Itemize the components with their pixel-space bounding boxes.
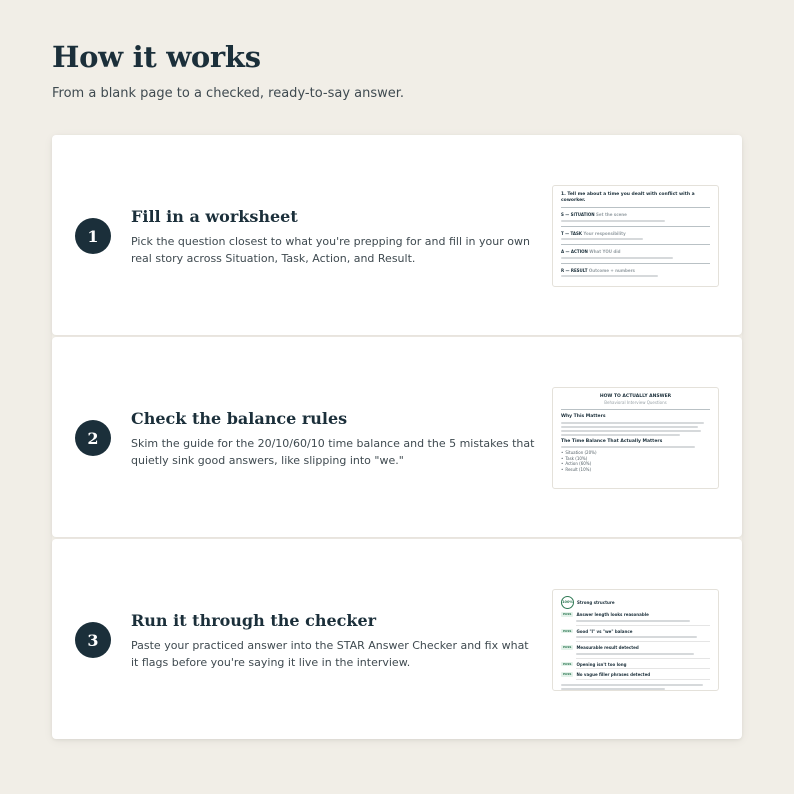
preview-field-hint: Set the scene (596, 212, 627, 217)
check-label: Opening isn't too long (576, 661, 627, 667)
preview-bullet: • Action (60%) (561, 461, 710, 467)
preview-subheading: Behavioral Interview Questions (604, 399, 667, 405)
preview-divider (561, 263, 710, 264)
pass-tag: PASS (563, 645, 572, 649)
preview-divider (561, 244, 710, 245)
preview-field-label: A — ACTION (561, 249, 588, 254)
step-number-badge: 2 (75, 420, 111, 456)
preview-field-label: R — RESULT (561, 267, 588, 273)
check-item (561, 662, 710, 670)
preview-bullet: • Result (10%) (561, 467, 710, 473)
pass-tag: PASS (563, 612, 572, 616)
step-number-badge: 3 (75, 622, 111, 658)
step-text (131, 409, 536, 469)
step-description: Pick the question closest to what you're prepping for and fill in your own real story across Situation, Task, Action, and Result. (131, 235, 530, 265)
page-subtitle: From a blank page to a checked, ready-to-say answer. (52, 86, 405, 101)
worksheet-preview-image (552, 185, 719, 287)
preview-text-line (561, 446, 695, 448)
preview-text-line (561, 238, 643, 240)
step-title: Run it through the checker (131, 611, 377, 630)
preview-text-line (561, 688, 665, 690)
pass-tag: PASS (563, 628, 572, 633)
score-ring: 100% (561, 596, 574, 609)
step-text (131, 611, 536, 671)
preview-heading: 1. Tell me about a time you dealt with conflict with a coworker. (561, 192, 695, 203)
preview-divider (561, 409, 710, 410)
check-label: Answer length looks reasonable (576, 612, 649, 617)
preview-section-title: Why This Matters (561, 414, 606, 419)
check-label: Good "I" vs "we" balance (576, 628, 633, 634)
preview-bullet: • Situation (20%) (561, 450, 710, 456)
check-item (561, 612, 710, 626)
preview-text-line (561, 430, 701, 432)
step-title: Check the balance rules (131, 409, 348, 428)
check-item (561, 645, 710, 659)
pass-tag: PASS (563, 672, 572, 676)
preview-field-hint: What YOU did (589, 249, 621, 254)
preview-text-line (576, 636, 696, 638)
preview-field-label: T — TASK (561, 230, 583, 236)
check-item (561, 672, 710, 680)
step-description: Skim the guide for the 20/10/60/10 time balance and the 5 mistakes that quietly sink good answers, like slipping into "we." (131, 437, 535, 467)
step-title: Fill in a worksheet (131, 207, 298, 226)
preview-text-line (561, 422, 704, 424)
page-title: How it works (52, 40, 261, 74)
page-header (52, 40, 404, 101)
preview-field (561, 249, 710, 255)
step-number-badge: 1 (75, 218, 111, 254)
step-card-1 (52, 135, 742, 335)
preview-text-line (561, 275, 658, 277)
preview-section-title: The Time Balance That Actually Matters (561, 438, 663, 444)
preview-field (561, 268, 710, 274)
preview-field (561, 231, 710, 237)
preview-text-line (561, 220, 665, 222)
preview-field-hint: Your responsibility (583, 230, 626, 236)
step-description: Paste your practiced answer into the STAR Answer Checker and fix what it flags before you're saying it live in the interview. (131, 639, 529, 669)
score-verdict: Strong structure (577, 599, 615, 605)
preview-text-line (576, 653, 694, 655)
guide-preview-image (552, 387, 719, 489)
step-text (131, 207, 536, 267)
step-card-2 (52, 337, 742, 537)
preview-score (561, 596, 710, 609)
preview-heading: HOW TO ACTUALLY ANSWER (599, 394, 672, 399)
preview-text-line (561, 684, 703, 686)
preview-text-line (561, 434, 680, 436)
preview-field-hint: Outcome + numbers (588, 267, 635, 273)
preview-divider (561, 226, 710, 227)
preview-text-line (576, 620, 690, 622)
preview-field-label: S — SITUATION (561, 212, 595, 217)
check-label: No vague filler phrases detected (576, 672, 651, 677)
preview-divider (561, 207, 710, 208)
preview-text-line (561, 426, 698, 428)
pass-tag: PASS (563, 661, 572, 666)
check-item (561, 629, 710, 643)
preview-bullet: • Task (10%) (561, 456, 710, 462)
steps-list (52, 135, 742, 739)
preview-field (561, 212, 710, 218)
check-label: Measurable result detected (576, 645, 639, 650)
preview-text-line (561, 257, 673, 259)
step-card-3 (52, 539, 742, 739)
checker-preview-image (552, 589, 719, 691)
